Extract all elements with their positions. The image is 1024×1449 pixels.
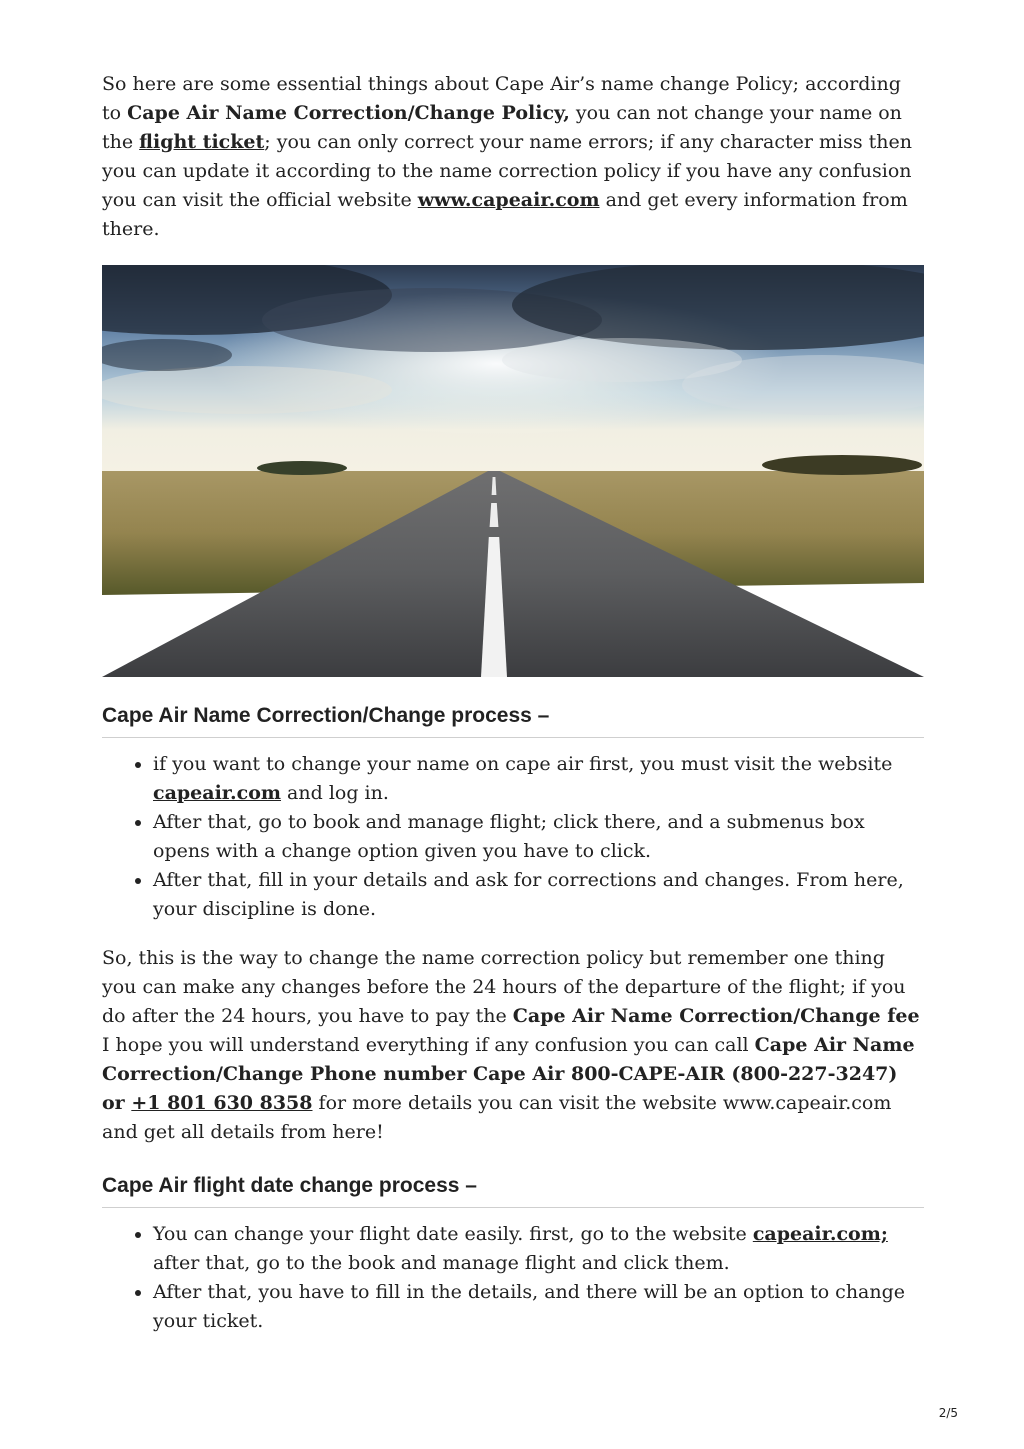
- road-landscape-image: [102, 265, 924, 677]
- phone-number-bold: Cape Air Name Correction/Change Phone number Cape Air 800-CAPE-AIR (800-227-3247) or: [102, 1034, 915, 1114]
- fee-bold: Cape Air Name Correction/Change fee: [512, 1005, 920, 1027]
- list-item: • You can change your flight date easily. first, go to the website capeair.com; after that, go to the book and manage flight and click them.: [153, 1220, 924, 1278]
- page-number: 2/5: [938, 1406, 958, 1420]
- section2-heading: Cape Air flight date change process –: [102, 1173, 924, 1208]
- intro-paragraph: So here are some essential things about Cape Air’s name change Policy; according to Cape Air Name Correction/Change Policy, you can not change your name on the flight ticket; you can only correct your name errors; if any character miss then you can update it according to the name correction policy if you have any confusion you can visit the official website www.capeair.com and get every information from there.: [102, 73, 912, 240]
- policy-name-bold: Cape Air Name Correction/Change Policy,: [127, 102, 570, 124]
- phone-link[interactable]: +1 801 630 8358: [131, 1092, 313, 1114]
- list-item: • if you want to change your name on cape air first, you must visit the website capeair.com and log in.: [153, 750, 924, 808]
- name-change-steps-list: [102, 750, 924, 924]
- flight-ticket-link[interactable]: flight ticket: [139, 131, 265, 153]
- capeair-website-link[interactable]: www.capeair.com: [417, 189, 600, 211]
- section1-heading: Cape Air Name Correction/Change process –: [102, 703, 924, 738]
- list-item: • After that, fill in your details and ask for corrections and changes. From here, your discipline is done.: [153, 866, 924, 924]
- capeair-link[interactable]: capeair.com;: [752, 1223, 888, 1245]
- fee-paragraph: So, this is the way to change the name correction policy but remember one thing you can make any changes before the 24 hours of the departure of the flight; if you do after the 24 hours, you have to pay the Cape Air Name Correction/Change fee I hope you will understand everything if any confusion you can call Cape Air Name Correction/Change Phone number Cape Air 800-CAPE-AIR (800-227-3247) or +1 801 630 8358 for more details you can visit the website www.capeair.com and get all details from here!: [102, 947, 920, 1143]
- date-change-steps-list: [102, 1220, 924, 1336]
- document-page: [102, 70, 924, 1336]
- list-item: • After that, you have to fill in the details, and there will be an option to change your ticket.: [153, 1278, 924, 1336]
- list-item: • After that, go to book and manage flight; click there, and a submenus box opens with a change option given you have to click.: [153, 808, 924, 866]
- capeair-link[interactable]: capeair.com: [153, 782, 282, 804]
